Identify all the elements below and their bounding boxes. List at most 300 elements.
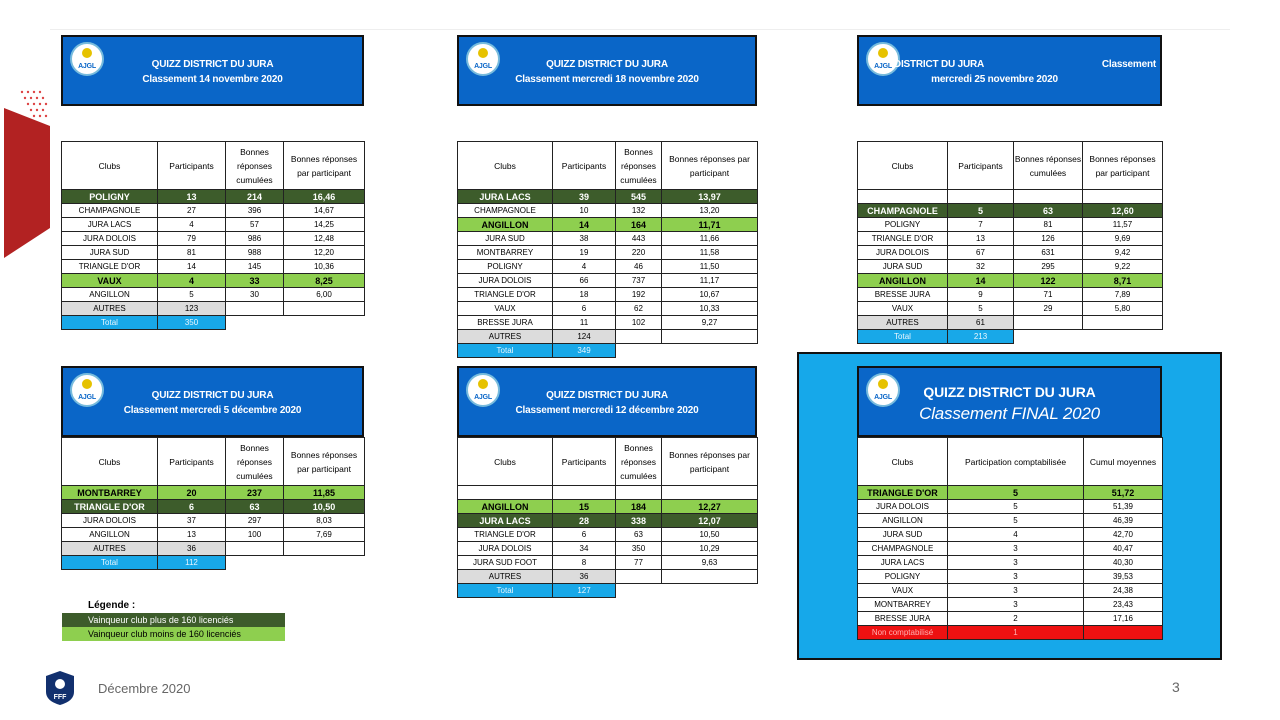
cell-value: 145 — [226, 260, 284, 274]
table-header — [857, 366, 1162, 437]
table-row — [62, 528, 365, 542]
cell-value: 12,48 — [284, 232, 365, 246]
cell-value: 4 — [158, 218, 226, 232]
cell-value: 4 — [553, 260, 616, 274]
table-header — [857, 35, 1162, 106]
cell-value: 37 — [158, 514, 226, 528]
cell-value: 3 — [948, 570, 1084, 584]
cell-value: 164 — [616, 218, 662, 232]
cell-value: 6 — [158, 500, 226, 514]
club-name: TRIANGLE D'OR — [62, 500, 158, 514]
cell-value: 18 — [553, 288, 616, 302]
table-row — [858, 598, 1163, 612]
club-name: AUTRES — [458, 570, 553, 584]
svg-text:FFF: FFF — [53, 694, 67, 701]
cell-value: 61 — [948, 316, 1014, 330]
cell-value: 9,69 — [1083, 232, 1163, 246]
club-name: JURA SUD FOOT — [458, 556, 553, 570]
cell-value — [284, 542, 365, 556]
cell-value: 100 — [226, 528, 284, 542]
club-name: BRESSE JURA — [858, 288, 948, 302]
cell-value: 237 — [226, 486, 284, 500]
club-name: VAUX — [62, 274, 158, 288]
table-row — [858, 556, 1163, 570]
svg-text:AJGL: AJGL — [874, 394, 892, 401]
club-name: BRESSE JURA — [858, 612, 948, 626]
cell-value: 36 — [158, 542, 226, 556]
cell-value: 184 — [616, 500, 662, 514]
cell-value: 11,50 — [662, 260, 758, 274]
cell-value: 6 — [553, 302, 616, 316]
total-label: Total — [458, 584, 553, 598]
table-subtitle: Classement mercredi 12 décembre 2020 — [515, 405, 699, 416]
table-row — [62, 500, 365, 514]
col-clubs: Clubs — [858, 142, 948, 190]
cell-value: 63 — [1014, 204, 1083, 218]
table-row — [458, 218, 758, 232]
table-row — [858, 316, 1163, 330]
final-table — [857, 437, 1163, 640]
cell-value: 81 — [158, 246, 226, 260]
footer-date: Décembre 2020 — [98, 681, 191, 696]
table-row — [62, 288, 365, 302]
cell-value: 7,89 — [1083, 288, 1163, 302]
cell-value: 6 — [553, 528, 616, 542]
col-participants: Participants — [158, 142, 226, 190]
cell-value: 15 — [553, 500, 616, 514]
club-name: JURA DOLOIS — [858, 500, 948, 514]
cell-value: 66 — [553, 274, 616, 288]
cell-value: 30 — [226, 288, 284, 302]
table-row — [458, 500, 758, 514]
cell-value: 10,33 — [662, 302, 758, 316]
club-name: JURA LACS — [458, 190, 553, 204]
cell-value: 214 — [226, 190, 284, 204]
cell-value — [616, 330, 662, 344]
cell-value: 34 — [553, 542, 616, 556]
cell-value: 11,57 — [1083, 218, 1163, 232]
cell-value: 1 — [948, 626, 1084, 640]
cell-value: 3 — [948, 584, 1084, 598]
club-name: ANGILLON — [458, 218, 553, 232]
table-row — [858, 570, 1163, 584]
table-row — [858, 204, 1163, 218]
col-clubs: Clubs — [62, 142, 158, 190]
cell-value: 3 — [948, 598, 1084, 612]
cell-value: 40,30 — [1084, 556, 1163, 570]
cell-value: 13 — [158, 190, 226, 204]
cell-value: 13,20 — [662, 204, 758, 218]
top-rule — [50, 29, 1230, 30]
club-name: POLIGNY — [858, 570, 948, 584]
cell-value: 9,63 — [662, 556, 758, 570]
table-row — [62, 204, 365, 218]
cell-value: 988 — [226, 246, 284, 260]
cell-value: 46 — [616, 260, 662, 274]
table-row — [858, 246, 1163, 260]
table-row — [62, 302, 365, 316]
cell-value: 295 — [1014, 260, 1083, 274]
col-participants: Participants — [553, 438, 616, 486]
total-label: Total — [458, 344, 553, 358]
cell-value: 63 — [226, 500, 284, 514]
club-name: JURA DOLOIS — [62, 232, 158, 246]
cell-value — [1083, 316, 1163, 330]
table-row — [858, 486, 1163, 500]
cell-value: 32 — [948, 260, 1014, 274]
table-row — [858, 302, 1163, 316]
cell-value: 24,38 — [1084, 584, 1163, 598]
table-row — [858, 218, 1163, 232]
cell-value: 14 — [158, 260, 226, 274]
total-value: 112 — [158, 556, 226, 570]
results-table — [61, 141, 365, 330]
cell-value: 79 — [158, 232, 226, 246]
cell-value: 737 — [616, 274, 662, 288]
table-row — [858, 584, 1163, 598]
cell-value: 132 — [616, 204, 662, 218]
club-name: ANGILLON — [62, 528, 158, 542]
table-title: QUIZZ DISTRICT DU JURA — [546, 390, 668, 401]
table-row — [458, 316, 758, 330]
club-name: MONTBARREY — [458, 246, 553, 260]
table-row — [858, 274, 1163, 288]
club-name: JURA SUD — [62, 246, 158, 260]
cell-value — [226, 542, 284, 556]
cell-value: 57 — [226, 218, 284, 232]
cell-value: 9,42 — [1083, 246, 1163, 260]
club-name: AUTRES — [458, 330, 553, 344]
cell-value: 23,43 — [1084, 598, 1163, 612]
club-name: JURA DOLOIS — [458, 542, 553, 556]
table-subtitle: Classement 14 novembre 2020 — [142, 74, 283, 85]
cell-value: 13,97 — [662, 190, 758, 204]
cell-value: 12,07 — [662, 514, 758, 528]
cell-value: 5 — [948, 500, 1084, 514]
cell-value: 67 — [948, 246, 1014, 260]
table-row — [458, 302, 758, 316]
cell-value: 62 — [616, 302, 662, 316]
svg-text:AJGL: AJGL — [78, 63, 96, 70]
cell-value: 12,27 — [662, 500, 758, 514]
club-name: VAUX — [858, 584, 948, 598]
cell-value: 38 — [553, 232, 616, 246]
cell-value: 8,03 — [284, 514, 365, 528]
cell-value: 192 — [616, 288, 662, 302]
table-title: QUIZZ DISTRICT DU JURA — [151, 390, 274, 401]
cell-value: 3 — [948, 556, 1084, 570]
cell-value: 12,20 — [284, 246, 365, 260]
club-name: ANGILLON — [858, 274, 948, 288]
table-row — [62, 514, 365, 528]
table-row — [62, 260, 365, 274]
cell-value: 297 — [226, 514, 284, 528]
cell-value: 9,27 — [662, 316, 758, 330]
final-subtitle: Classement FINAL 2020 — [919, 404, 1100, 423]
cell-value: 14 — [948, 274, 1014, 288]
cell-value: 545 — [616, 190, 662, 204]
cell-value: 10,50 — [662, 528, 758, 542]
table-row — [458, 232, 758, 246]
table-header — [61, 366, 364, 437]
table-row — [62, 486, 365, 500]
table-title: DISTRICT DU JURA — [893, 59, 985, 70]
table-row — [458, 190, 758, 204]
cell-value: 9 — [948, 288, 1014, 302]
cell-value: 5 — [948, 204, 1014, 218]
cell-value: 29 — [1014, 302, 1083, 316]
table-title: QUIZZ DISTRICT DU JURA — [546, 59, 668, 70]
cell-value: 3 — [948, 542, 1084, 556]
cell-value: 986 — [226, 232, 284, 246]
club-name: CHAMPAGNOLE — [858, 542, 948, 556]
club-name: VAUX — [458, 302, 553, 316]
cell-value: 28 — [553, 514, 616, 528]
cell-value: 71 — [1014, 288, 1083, 302]
cell-value: 17,16 — [1084, 612, 1163, 626]
cell-value: 4 — [158, 274, 226, 288]
club-name: MONTBARREY — [62, 486, 158, 500]
svg-text:AJGL: AJGL — [474, 63, 492, 70]
cell-value: 6,00 — [284, 288, 365, 302]
cell-value: 220 — [616, 246, 662, 260]
classement-label: Classement — [1101, 59, 1156, 70]
col-participation: Participation comptabilisée — [948, 438, 1084, 486]
club-name: MONTBARREY — [858, 598, 948, 612]
club-name: JURA DOLOIS — [62, 514, 158, 528]
table-row — [62, 190, 365, 204]
table-row — [458, 528, 758, 542]
cell-value: 10,50 — [284, 500, 365, 514]
table-row — [62, 232, 365, 246]
col-clubs: Clubs — [858, 438, 948, 486]
col-participants: Participants — [948, 142, 1014, 190]
cell-value: 126 — [1014, 232, 1083, 246]
results-table — [457, 437, 758, 598]
club-name: POLIGNY — [858, 218, 948, 232]
cell-value: 16,46 — [284, 190, 365, 204]
table-title: QUIZZ DISTRICT DU JURA — [151, 59, 274, 70]
col-bonnes: Bonnes réponses cumulées — [616, 142, 662, 190]
col-bonnes: Bonnes réponses cumulées — [616, 438, 662, 486]
cell-value: 10 — [553, 204, 616, 218]
total-value: 127 — [553, 584, 616, 598]
col-par-participant: Bonnes réponses par participant — [284, 142, 365, 190]
club-name: JURA LACS — [858, 556, 948, 570]
total-value: 213 — [948, 330, 1014, 344]
legend-light: Vainqueur club moins de 160 licenciés — [62, 627, 285, 641]
cell-value: 10,29 — [662, 542, 758, 556]
table-row — [458, 260, 758, 274]
total-value: 349 — [553, 344, 616, 358]
club-name: JURA SUD — [858, 528, 948, 542]
col-participants: Participants — [158, 438, 226, 486]
total-label: Total — [62, 316, 158, 330]
table-row — [858, 542, 1163, 556]
cell-value: 11,58 — [662, 246, 758, 260]
cell-value: 14,67 — [284, 204, 365, 218]
cell-value: 77 — [616, 556, 662, 570]
cell-value: 11,71 — [662, 218, 758, 232]
results-table — [457, 141, 758, 358]
table-row — [458, 570, 758, 584]
club-name: CHAMPAGNOLE — [858, 204, 948, 218]
table-row — [858, 288, 1163, 302]
table-row — [858, 612, 1163, 626]
club-name: JURA DOLOIS — [458, 274, 553, 288]
table-row — [458, 288, 758, 302]
club-name: AUTRES — [858, 316, 948, 330]
cell-value: 33 — [226, 274, 284, 288]
cell-value: 11,85 — [284, 486, 365, 500]
cell-value: 39 — [553, 190, 616, 204]
total-value: 350 — [158, 316, 226, 330]
cell-value: 12,60 — [1083, 204, 1163, 218]
cell-value: 10,36 — [284, 260, 365, 274]
club-name: ANGILLON — [858, 514, 948, 528]
club-name: JURA LACS — [458, 514, 553, 528]
cell-value: 122 — [1014, 274, 1083, 288]
cell-value: 13 — [158, 528, 226, 542]
cell-value: 19 — [553, 246, 616, 260]
cell-value: 2 — [948, 612, 1084, 626]
table-header — [457, 366, 757, 437]
table-header — [61, 35, 364, 106]
cell-value — [662, 570, 758, 584]
table-row — [858, 514, 1163, 528]
cell-value: 20 — [158, 486, 226, 500]
club-name: AUTRES — [62, 542, 158, 556]
svg-text:AJGL: AJGL — [474, 394, 492, 401]
table-row — [458, 542, 758, 556]
club-name: TRIANGLE D'OR — [458, 528, 553, 542]
col-par-participant: Bonnes réponses par participant — [1083, 142, 1163, 190]
cell-value: 396 — [226, 204, 284, 218]
cell-value: 5,80 — [1083, 302, 1163, 316]
col-clubs: Clubs — [458, 142, 553, 190]
cell-value: 11,66 — [662, 232, 758, 246]
col-par-participant: Bonnes réponses par participant — [662, 438, 758, 486]
cell-value: 338 — [616, 514, 662, 528]
club-name: ANGILLON — [458, 500, 553, 514]
cell-value: 5 — [158, 288, 226, 302]
svg-text:AJGL: AJGL — [78, 394, 96, 401]
svg-text:AJGL: AJGL — [874, 63, 892, 70]
cell-value: 123 — [158, 302, 226, 316]
cell-value: 13 — [948, 232, 1014, 246]
cell-value: 631 — [1014, 246, 1083, 260]
table-row — [62, 246, 365, 260]
cell-value: 7 — [948, 218, 1014, 232]
club-name: TRIANGLE D'OR — [62, 260, 158, 274]
cell-value: 46,39 — [1084, 514, 1163, 528]
col-par-participant: Bonnes réponses par participant — [662, 142, 758, 190]
cell-value: 14 — [553, 218, 616, 232]
table-row — [858, 528, 1163, 542]
table-row — [458, 274, 758, 288]
cell-value: 39,53 — [1084, 570, 1163, 584]
club-name: TRIANGLE D'OR — [858, 486, 948, 500]
cell-value — [1014, 316, 1083, 330]
club-name: JURA SUD — [458, 232, 553, 246]
fff-logo-icon — [44, 670, 76, 706]
col-bonnes: Bonnes réponses cumulées — [226, 142, 284, 190]
club-name: JURA DOLOIS — [858, 246, 948, 260]
cell-value: 36 — [553, 570, 616, 584]
table-row — [62, 274, 365, 288]
cell-value: 5 — [948, 302, 1014, 316]
table-row — [858, 500, 1163, 514]
cell-value: 14,25 — [284, 218, 365, 232]
cell-value: 9,22 — [1083, 260, 1163, 274]
club-name: POLIGNY — [62, 190, 158, 204]
cell-value: 63 — [616, 528, 662, 542]
cell-value — [662, 330, 758, 344]
club-name: VAUX — [858, 302, 948, 316]
table-row — [62, 542, 365, 556]
total-label: Total — [62, 556, 158, 570]
table-row — [458, 556, 758, 570]
cell-value: 4 — [948, 528, 1084, 542]
table-row — [858, 626, 1163, 640]
cell-value: 124 — [553, 330, 616, 344]
cell-value: 7,69 — [284, 528, 365, 542]
cell-value: 81 — [1014, 218, 1083, 232]
col-bonnes: Bonnes réponses cumulées — [1014, 142, 1083, 190]
club-name: CHAMPAGNOLE — [458, 204, 553, 218]
club-name: BRESSE JURA — [458, 316, 553, 330]
table-subtitle: Classement mercredi 5 décembre 2020 — [123, 405, 302, 416]
col-bonnes: Bonnes réponses cumulées — [226, 438, 284, 486]
table-subtitle: Classement mercredi 18 novembre 2020 — [515, 74, 699, 85]
results-table — [857, 141, 1163, 344]
table-row — [458, 330, 758, 344]
legend-title: Légende : — [88, 600, 136, 611]
table-row — [858, 232, 1163, 246]
cell-value: 11,17 — [662, 274, 758, 288]
club-name: JURA LACS — [62, 218, 158, 232]
col-clubs: Clubs — [458, 438, 553, 486]
cell-value: 51,39 — [1084, 500, 1163, 514]
results-table — [61, 437, 365, 570]
col-cumul: Cumul moyennes — [1084, 438, 1163, 486]
table-row — [458, 246, 758, 260]
club-name: TRIANGLE D'OR — [458, 288, 553, 302]
cell-value: 42,70 — [1084, 528, 1163, 542]
cell-value: 5 — [948, 514, 1084, 528]
cell-value: 27 — [158, 204, 226, 218]
final-title: QUIZZ DISTRICT DU JURA — [923, 384, 1096, 400]
cell-value — [1084, 626, 1163, 640]
cell-value: 8 — [553, 556, 616, 570]
total-label: Total — [858, 330, 948, 344]
cell-value: 10,67 — [662, 288, 758, 302]
table-subtitle: mercredi 25 novembre 2020 — [931, 74, 1058, 85]
club-name: Non comptabilisé — [858, 626, 948, 640]
cell-value: 350 — [616, 542, 662, 556]
table-row — [62, 218, 365, 232]
col-par-participant: Bonnes réponses par participant — [284, 438, 365, 486]
legend-dark: Vainqueur club plus de 160 licenciés — [62, 613, 285, 627]
table-row — [458, 204, 758, 218]
club-name: TRIANGLE D'OR — [858, 232, 948, 246]
cell-value — [226, 302, 284, 316]
cell-value: 102 — [616, 316, 662, 330]
club-name: CHAMPAGNOLE — [62, 204, 158, 218]
cell-value: 443 — [616, 232, 662, 246]
cell-value: 11 — [553, 316, 616, 330]
cell-value: 40,47 — [1084, 542, 1163, 556]
